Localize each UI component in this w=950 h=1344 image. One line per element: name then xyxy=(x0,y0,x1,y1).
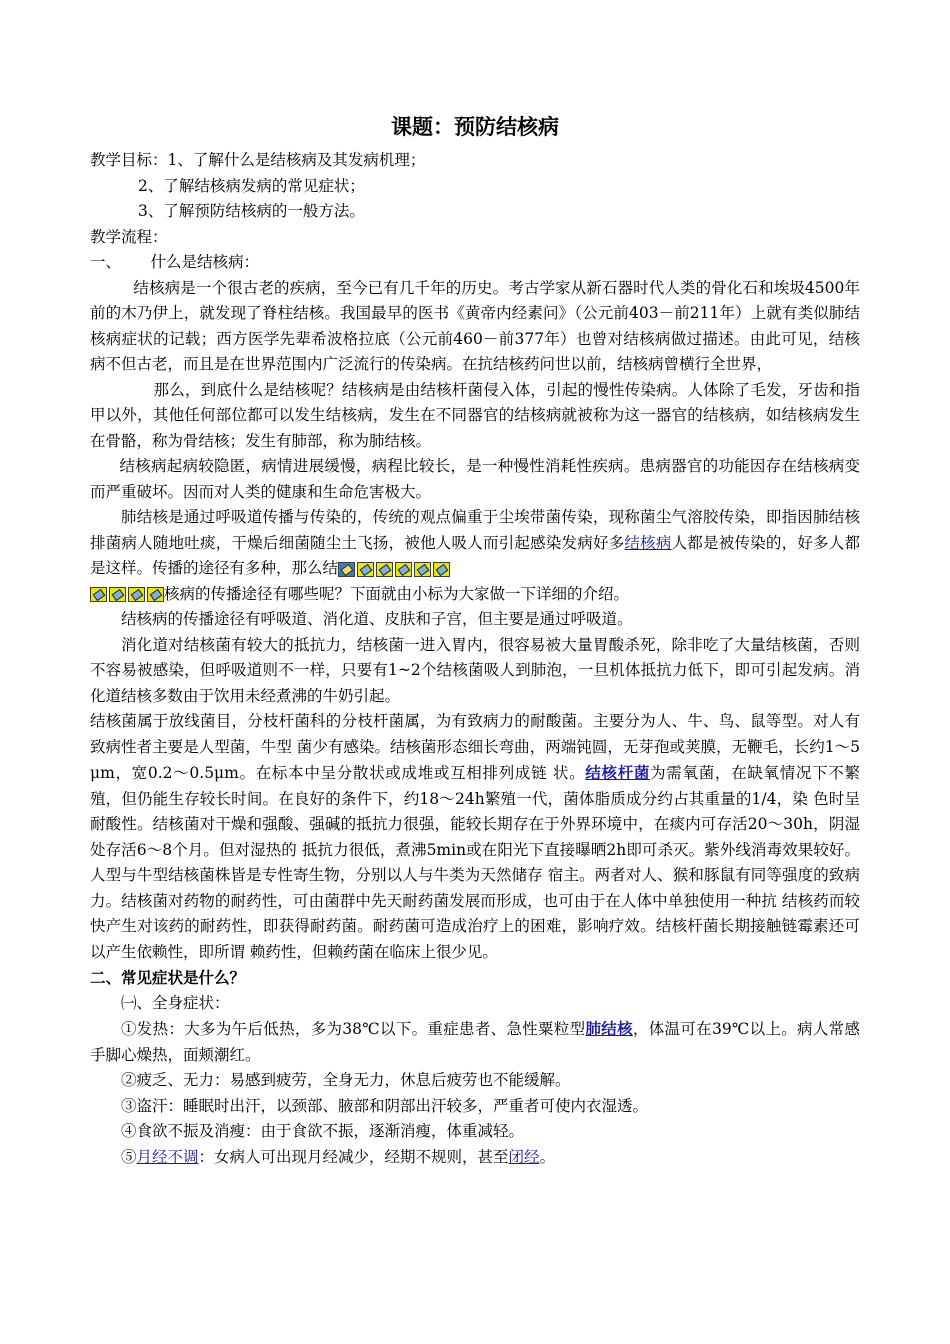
pencil-icon[interactable] xyxy=(90,587,107,602)
paragraph-transmission xyxy=(90,505,860,607)
bacteria-text-b: 为需氧菌，在缺氧情况下不繁殖，但仍能生存较长时间。在良好的条件下，约18～24h繁殖一代，菌体脂质成分约占其重量的1/4，染 色时呈耐酸性。结核菌对干燥和强酸、强碱的抵抗力很强，能较长期存在于外界环境中，在痰内可存活20～30h，阴湿处存活6～8个月。但对湿热的 抵抗力很低，煮沸5min或在阳光下直接曝晒2h即可杀灭。紫外线消毒效果较好。人型与牛型结核菌株皆是专性寄生物，分别以人与牛类为天然储存 宿主。两者对人、猴和豚鼠有同等强度的致病力。结核菌对药物的耐药性，可由菌群中先天耐药菌发展而形成，也可由于在人体中单独使用一种抗 结核药而较快产生对该药的耐药性，即获得耐药菌。耐药菌可造成治疗上的困难，影响疗效。结核杆菌长期接触链霉素还可以产生依赖性，即所谓 赖药性，但赖药菌在临床上很少见。 xyxy=(90,764,860,961)
pencil-icon[interactable] xyxy=(109,587,126,602)
amenorrhea-link[interactable]: 闭经 xyxy=(508,1147,540,1166)
pencil-icon[interactable] xyxy=(414,562,431,577)
pencil-icon[interactable] xyxy=(147,587,164,602)
pulmonary-tb-link[interactable]: 肺结核 xyxy=(585,1019,633,1038)
subsection-general-symptoms: ㈠、全身症状： xyxy=(121,993,230,1012)
symptom-fever xyxy=(90,1016,860,1068)
symptom-menstrual xyxy=(90,1145,860,1171)
fever-text-a: ①发热：大多为午后低热，多为38℃以下。重症患者、急性粟粒型 xyxy=(121,1020,586,1038)
symptom-weight-loss: ④食欲不振及消瘦：由于食欲不振，逐渐消瘦，体重减轻。 xyxy=(121,1122,525,1140)
transmission-text-b: 人都是被传染的，好多人都是这样。传播的途径有多种，那么结 xyxy=(90,533,860,577)
paragraph-definition: 那么，到底什么是结核呢？结核病是由结核杆菌侵入体，引起的慢性传染病。人体除了毛发，牙齿和指甲以外，其他任何部位都可以发生结核病，发生在不同器官的结核病就被称为这一器官的结核病，如结核病发生在骨骼，称为骨结核；发生有肺部，称为肺结核。 xyxy=(90,380,860,450)
fever-text-b: ，体温可在39℃以上。病人常感手脚心燥热，面颊潮红。 xyxy=(90,1020,860,1064)
objective-line-1: 教学目标：1、了解什么是结核病及其发病机理； xyxy=(90,151,426,169)
menstrual-text-c: 。 xyxy=(539,1147,556,1166)
pencil-icon[interactable] xyxy=(376,562,393,577)
menstrual-text-a: ⑤ xyxy=(121,1147,137,1166)
flow-label: 教学流程： xyxy=(90,227,168,246)
pencil-icon[interactable] xyxy=(338,562,355,577)
paragraph-history: 结核病是一个很古老的疾病，至今已有几千年的历史。考古学家从新石器时代人类的骨化石和埃圾4500年前的木乃伊上，就发现了脊柱结核。我国最早的医书《黄帝内经素问》（公元前403－前211年）上就有类似肺结核病症状的记载；西方医学先辈希波格拉底（公元前460－前377年）也曾对结核病做过描述。由此可见，结核病不但古老，而且是在世界范围内广泛流行的传染病。在抗结核药问世以前，结核病曾横行全世界， xyxy=(90,278,860,373)
symptom-night-sweats: ③盗汗：睡眠时出汗，以颈部、腋部和阴部出汗较多，严重者可使内衣湿透。 xyxy=(121,1096,649,1115)
icon-row-2 xyxy=(90,587,164,602)
paragraph-characteristics: 结核病起病较隐匿，病情进展缓慢，病程比较长，是一种慢性消耗性疾病。患病器官的功能因存在结核病变而严重破坏。因而对人类的健康和生命危害极大。 xyxy=(90,457,860,501)
menstrual-disorder-link[interactable]: 月经不调 xyxy=(136,1147,199,1166)
paragraph-bacteria xyxy=(90,709,860,965)
transmission-text-a: 肺结核是通过呼吸道传播与传染的，传统的观点偏重于尘埃带菌传染，现称菌尘气溶胶传染，即指因肺结核排菌病人随地吐痰，干燥后细菌随尘土飞扬，被他人吸人而引起感染发病好多 xyxy=(90,508,860,552)
section1-heading: 一、 什么是结核病： xyxy=(90,253,260,271)
bacillus-link[interactable]: 结核杆菌 xyxy=(585,763,651,782)
tuberculosis-link[interactable]: 结核病 xyxy=(624,533,672,552)
icon-row-1 xyxy=(338,562,450,577)
paragraph-routes: 结核病的传播途径有呼吸道、消化道、皮肤和子宫，但主要是通过呼吸道。 xyxy=(121,610,633,628)
section2-heading: 二、常见症状是什么？ xyxy=(90,968,246,987)
page-title: 课题：预防结核病 xyxy=(391,114,559,139)
objective-line-2: 2、了解结核病发病的常见症状； xyxy=(138,176,365,195)
transmission-text-c: 核病的传播途径有哪些呢？下面就由小标为大家做一下详细的介绍。 xyxy=(164,584,630,603)
objective-line-3: 3、了解预防结核病的一般方法。 xyxy=(138,202,365,220)
pencil-icon[interactable] xyxy=(395,562,412,577)
bacteria-text-a: 结核菌属于放线菌目，分枝杆菌科的分枝杆菌属，为有致病力的耐酸菌。主要分为人、牛、鸟、鼠等型。对人有致病性者主要是人型菌，牛型 菌少有感染。结核菌形态细长弯曲，两端钝圆，无芽孢或荚膜，无鞭毛，长约1～5μm，宽0.2～0.5μm。在标本中呈分散状或成堆或互相排列成链 状。 xyxy=(90,712,860,782)
pencil-icon[interactable] xyxy=(433,562,450,577)
pencil-icon[interactable] xyxy=(128,587,145,602)
pencil-icon[interactable] xyxy=(357,562,374,577)
symptom-fatigue: ②疲乏、无力：易感到疲劳，全身无力，休息后疲劳也不能缓解。 xyxy=(121,1071,571,1089)
document-page xyxy=(90,112,860,1170)
menstrual-text-b: ：女病人可出现月经减少，经期不规则，甚至 xyxy=(198,1147,509,1166)
paragraph-digestive: 消化道对结核菌有较大的抵抗力，结核菌一进入胃内，很容易被大量胃酸杀死，除非吃了大量结核菌，否则不容易被感染，但呼吸道则不一样，只要有1~2个结核菌吸人到肺泡，一旦机体抵抗力低下，即可引起发病。消化道结核多数由于饮用未经煮沸的牛奶引起。 xyxy=(90,635,860,705)
